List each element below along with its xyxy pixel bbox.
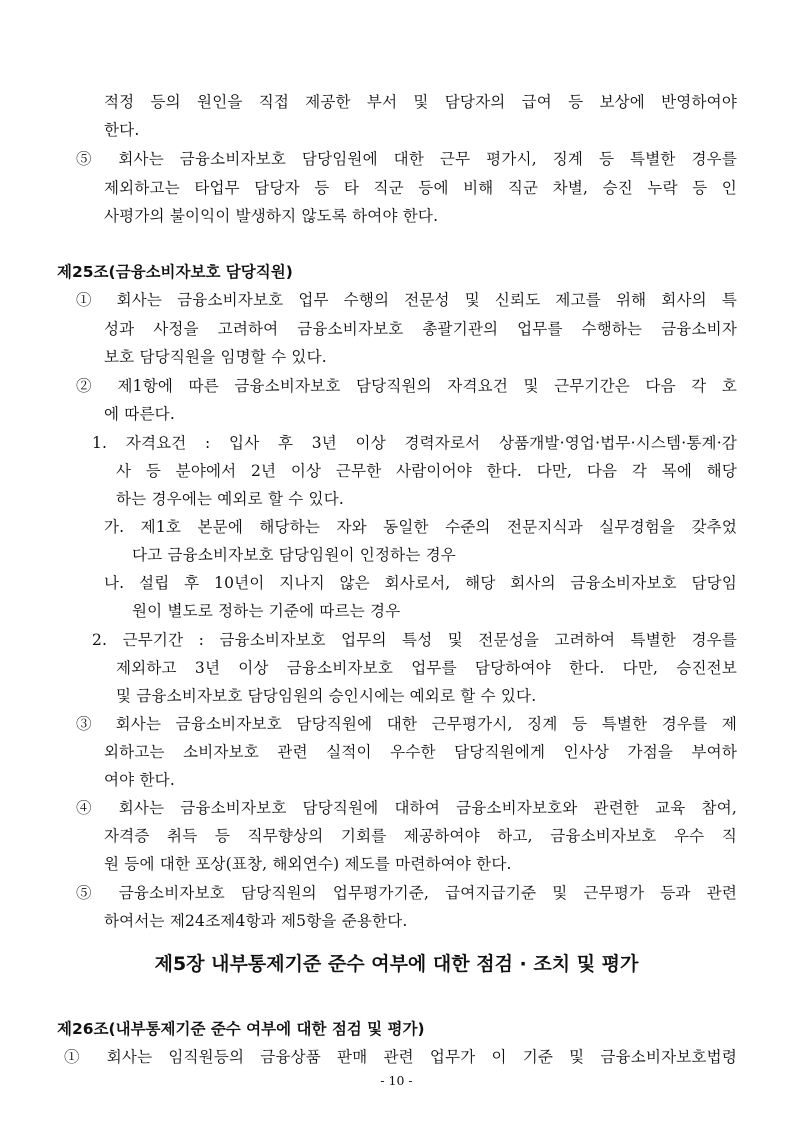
paragraph-line: 사 등 분야에서 2년 이상 근무한 사람이어야 한다. 다만, 다음 각 목에 해당 [116,462,737,480]
paragraph-line: 보호 담당직원을 임명할 수 있다. [104,348,327,366]
paragraph-line: 2. 근무기간 : 금융소비자보호 업무의 특성 및 전문성을 고려하여 특별한 경우를 [92,631,737,649]
paragraph-line: ① 회사는 금융소비자보호 업무 수행의 전문성 및 신뢰도 제고를 위해 회사의 특 [76,291,737,309]
paragraph-line: 적정 등의 원인을 직접 제공한 부서 및 담당자의 급여 등 보상에 반영하여야 [104,93,737,111]
chapter-title: 제5장 내부통제기준 준수 여부에 대한 점검 · 조치 및 평가 [154,953,639,975]
article-heading: 제25조(금융소비자보호 담당직원) [57,263,293,281]
paragraph-line: 원이 별도로 정하는 기준에 따르는 경우 [132,602,401,620]
paragraph-line: 1. 자격요건 : 입사 후 3년 이상 경력자로서 상품개발·영업·법무·시스템·통계·감 [92,434,737,452]
paragraph-line: 다고 금융소비자보호 담당임원이 인정하는 경우 [132,546,456,564]
paragraph-line: 하여서는 제24조제4항과 제5항을 준용한다. [104,912,408,930]
paragraph-line: ③ 회사는 금융소비자보호 담당직원에 대한 근무평가시, 징계 등 특별한 경우를 제 [76,715,737,733]
paragraph-line: ④ 회사는 금융소비자보호 담당직원에 대하여 금융소비자보호와 관련한 교육 참여, [76,799,737,817]
paragraph-line: 및 금융소비자보호 담당임원의 승인시에는 예외로 할 수 있다. [116,687,537,705]
paragraph-line: 외하고는 소비자보호 관련 실적이 우수한 담당직원에게 인사상 가점을 부여하 [104,743,737,761]
paragraph-line: 성과 사정을 고려하여 금융소비자보호 총괄기관의 업무를 수행하는 금융소비자 [104,320,737,338]
paragraph-line: 하는 경우에는 예외로 할 수 있다. [116,490,345,508]
paragraph-line: 가. 제1호 본문에 해당하는 자와 동일한 수준의 전문지식과 실무경험을 갖추었 [104,518,737,536]
paragraph-line: ① 회사는 임직원등의 금융상품 판매 관련 업무가 이 기준 및 금융소비자보호법령 [64,1048,737,1066]
paragraph-line: ⑤ 금융소비자보호 담당직원의 업무평가기준, 급여지급기준 및 근무평가 등과 관련 [76,884,737,902]
paragraph-line: 제외하고는 타업무 담당자 등 타 직군 등에 비해 직군 차별, 승진 누락 등 인 [104,179,737,197]
paragraph-line: ② 제1항에 따른 금융소비자보호 담당직원의 자격요건 및 근무기간은 다음 각 호 [76,377,737,395]
paragraph-line: 나. 설립 후 10년이 지나지 않은 회사로서, 해당 회사의 금융소비자보호 담당임 [104,574,737,592]
paragraph-line: 원 등에 대한 포상(표창, 해외연수) 제도를 마련하여야 한다. [104,855,512,873]
paragraph-line: 자격증 취득 등 직무향상의 기회를 제공하여야 하고, 금융소비자보호 우수 직 [104,827,737,845]
page-number: - 10 - [380,1073,413,1088]
article-heading: 제26조(내부통제기준 준수 여부에 대한 점검 및 평가) [57,1020,425,1038]
paragraph-line: 한다. [104,121,140,139]
paragraph-line: 제외하고 3년 이상 금융소비자보호 업무를 담당하여야 한다. 다만, 승진전보 [116,659,737,677]
paragraph-line: 사평가의 불이익이 발생하지 않도록 하여야 한다. [104,207,439,225]
paragraph-line: 에 따른다. [104,405,175,423]
paragraph-line: ⑤ 회사는 금융소비자보호 담당임원에 대한 근무 평가시, 징계 등 특별한 경우를 [76,150,737,168]
paragraph-line: 여야 한다. [104,771,175,789]
